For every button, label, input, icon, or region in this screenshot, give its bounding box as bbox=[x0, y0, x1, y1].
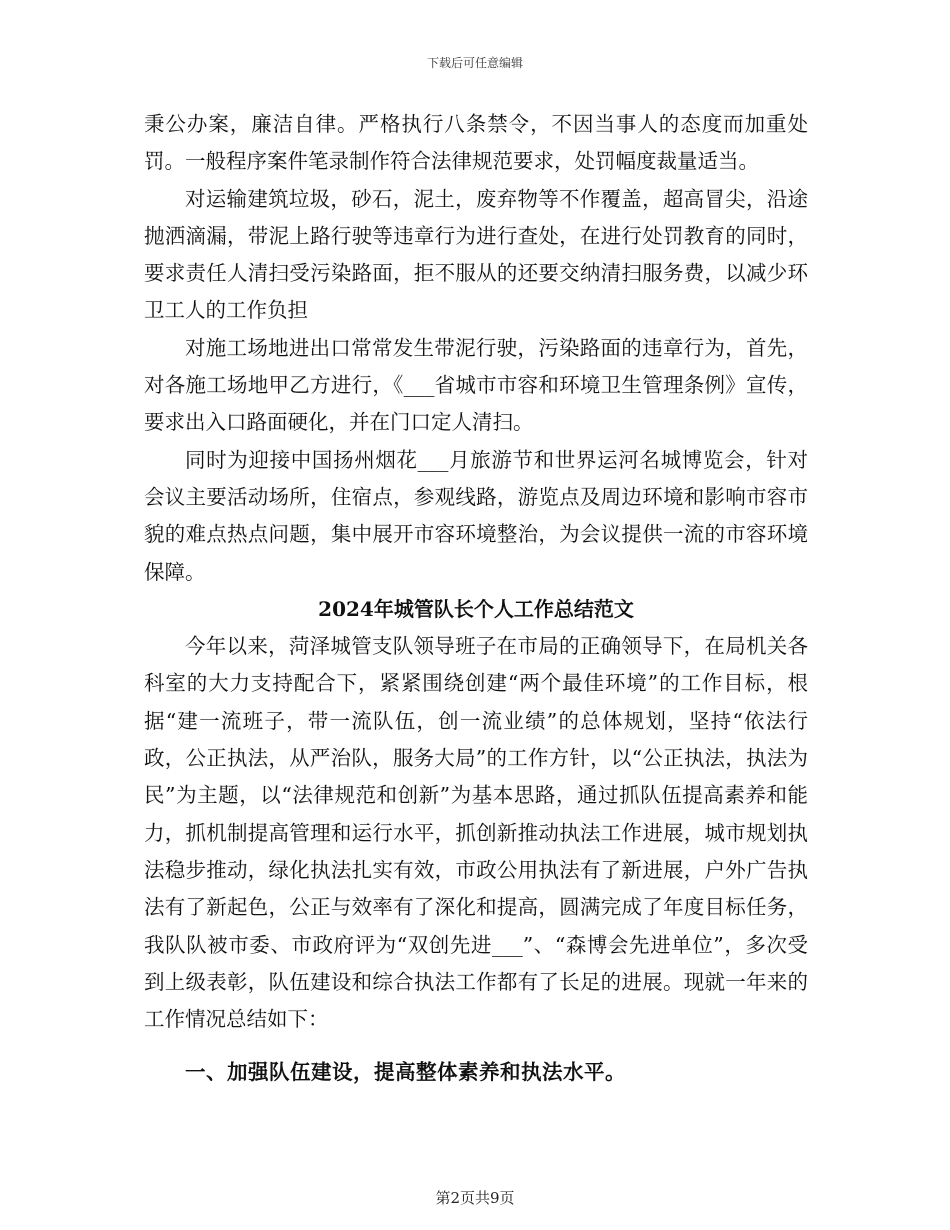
paragraph-transport-violations: 对运输建筑垃圾，砂石，泥土，废弃物等不作覆盖，超高冒尖，沿途抛洒滴漏，带泥上路行驶等违章行为进行查处，在进行处罚教育的同时，要求责任人清扫受污染路面，拒不服从的还要交纳清扫服务费，以减少环卫工人的工作负担 bbox=[144, 186, 808, 323]
document-title: 2024年城管队长个人工作总结范文 bbox=[318, 596, 634, 621]
document-body bbox=[144, 106, 808, 1092]
page-footer: 第2页共9页 bbox=[435, 1189, 515, 1207]
section-heading: 一、加强队伍建设，提高整体素养和执法水平。 bbox=[185, 1060, 626, 1085]
paragraph-summary-intro: 今年以来，菏泽城管支队领导班子在市局的正确领导下，在局机关各科室的大力支持配合下，紧紧围绕创建“两个最佳环境”的工作目标，根据“建一流班子，带一流队伍，创一流业绩”的总体规划，坚持“依法行政，公正执法，从严治队，服务大局”的工作方针，以“公正执法，执法为民”为主题，以“法律规范和创新”为基本思路，通过抓队伍提高素养和能力，抓机制提高管理和运行水平，抓创新推动执法工作进展，城市规划执法稳步推动，绿化执法扎实有效，市政公用执法有了新进展，户外广告执法有了新起色，公正与效率有了深化和提高，圆满完成了年度目标任务，我队队被市委、市政府评为“双创先进___”、“森博会先进单位”，多次受到上级表彰，队伍建设和综合执法工作都有了长足的进展。现就一年来的工作情况总结如下： bbox=[144, 634, 808, 1032]
paragraph-construction-sites: 对施工场地进出口常常发生带泥行驶，污染路面的违章行为，首先，对各施工场地甲乙方进行，《___省城市市容和环境卫生管理条例》宣传，要求出入口路面硬化，并在门口定人清扫。 bbox=[144, 335, 808, 435]
paragraph-continuation: 秉公办案，廉洁自律。严格执行八条禁令，不因当事人的态度而加重处罚。一般程序案件笔录制作符合法律规范要求，处罚幅度裁量适当。 bbox=[144, 112, 808, 174]
paragraph-city-appearance: 同时为迎接中国扬州烟花___月旅游节和世界运河名城博览会，针对会议主要活动场所，住宿点，参观线路，游览点及周边环境和影响市容市貌的难点热点问题，集中展开市容环境整治，为会议提供一流的市容环境保障。 bbox=[144, 447, 808, 584]
page-header: 下载后可任意编辑 bbox=[426, 56, 523, 70]
